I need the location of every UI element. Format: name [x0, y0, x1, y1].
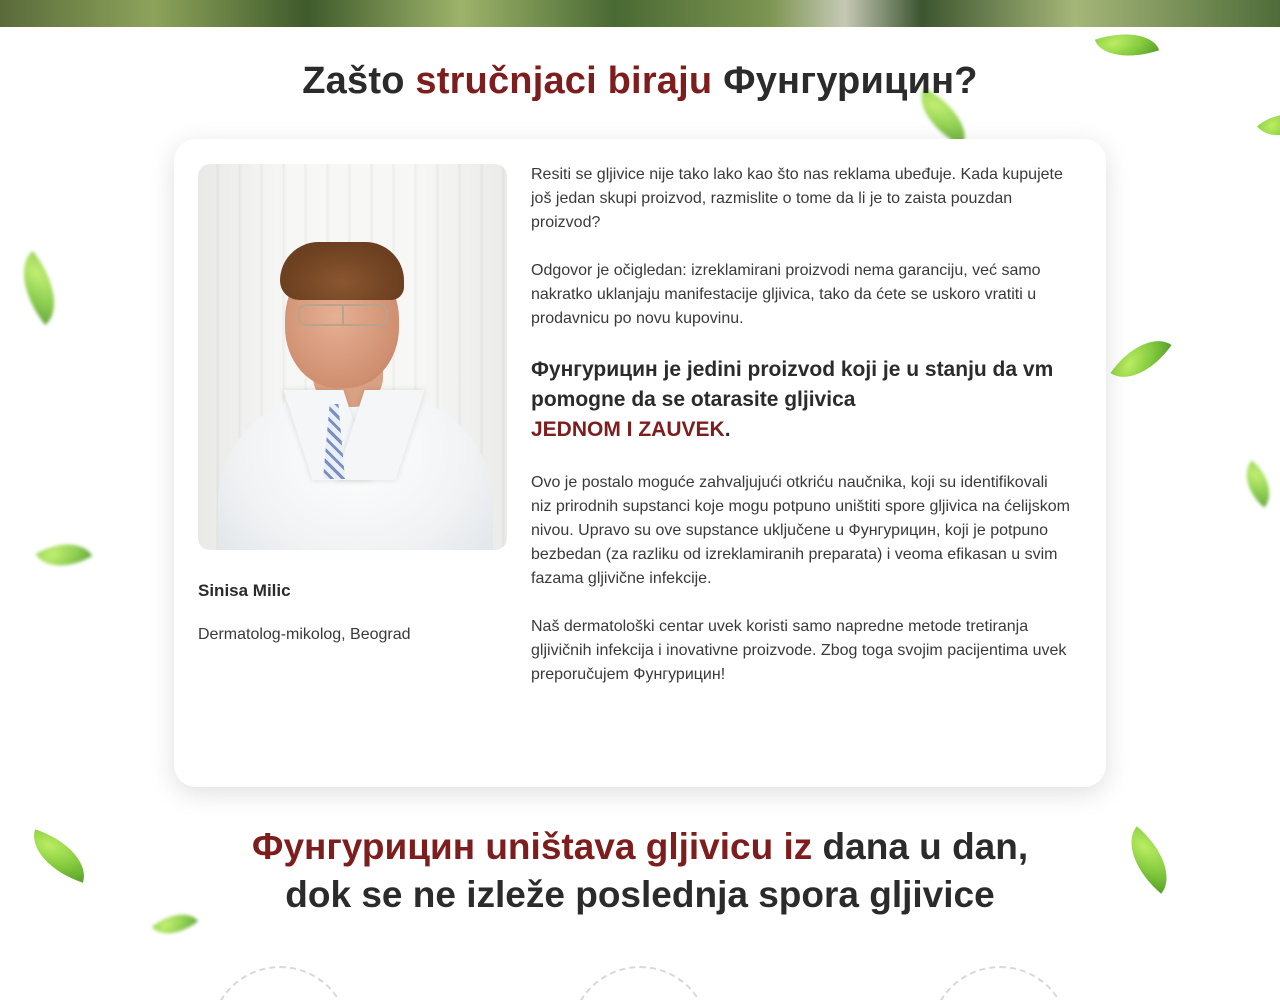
expert-card	[174, 139, 1106, 787]
sub-headline-text: dana u dan,	[812, 826, 1029, 867]
leaf-decoration	[36, 530, 93, 580]
highlight-text: Фунгурицин je jedini proizvod koji je u stanju da vm pomogne da se otarasite gljivica	[531, 358, 1054, 411]
paragraph-discovery: Ovo je postalo moguće zahvaljujući otkriću naučnika, koji su identifikovali niz prirodnih supstanci koje mogu potpuno uništiti spore gljivica na ćelijskom nivou. Upravo su ove supstance uključene u Фунгурицин, koji je potpuno bezbedan (za razliku od izreklamiranih preparata) i veoma efikasan u svim fazama gljivične infekcije.	[531, 474, 1070, 587]
leaf-decoration	[1234, 460, 1280, 507]
doctor-photo	[198, 164, 507, 550]
doctor-title: Dermatolog-mikolog, Beograd	[198, 626, 411, 643]
leaf-decoration	[1257, 101, 1280, 150]
step-circle-decoration	[210, 966, 350, 1000]
paragraph-recommendation: Naš dermatološki centar uvek koristi samo napredne metode tretiranja gljivičnih infekcija i inovativne proizvode. Zbog toga svojim pacijentima uvek preporučujem Фунгурицин!	[531, 618, 1067, 683]
paragraph-answer: Odgovor je očigledan: izreklamirani proizvodi nema garanciju, već samo nakratko uklanjaju manifestacije gljivica, tako da ćete se uskoro vratiti u prodavnicu po novu kupovinu.	[531, 262, 1041, 327]
sub-headline-line2: dok se ne izleže poslednja spora gljivice	[285, 874, 995, 915]
leaf-decoration	[4, 251, 73, 325]
paragraph-intro: Resiti se gljivice nije tako lako kao što nas reklama ubeđuje. Kada kupujete još jedan skupi proizvod, razmislite o tome da li je to zaista pouzdan proizvod?	[531, 166, 1063, 231]
section-headline	[0, 60, 1280, 103]
sub-headline-accent: Фунгурицин uništava gljivicu iz	[251, 826, 813, 867]
headline-text-end: Фунгурицин?	[712, 60, 978, 102]
step-circle-decoration	[570, 966, 710, 1000]
sub-headline	[0, 823, 1280, 919]
hero-image-strip	[0, 0, 1280, 27]
highlight-accent: JEDNOM I ZAUVEK	[531, 418, 725, 441]
leaf-decoration	[1110, 325, 1171, 392]
step-circle-decoration	[930, 966, 1070, 1000]
headline-text: Zašto	[302, 60, 416, 102]
headline-accent-text: stručnjaci biraju	[415, 60, 713, 102]
highlight-period: .	[724, 418, 731, 441]
highlight-statement	[531, 355, 1071, 445]
expert-text	[531, 163, 1071, 711]
doctor-name: Sinisa Milic	[198, 581, 291, 600]
